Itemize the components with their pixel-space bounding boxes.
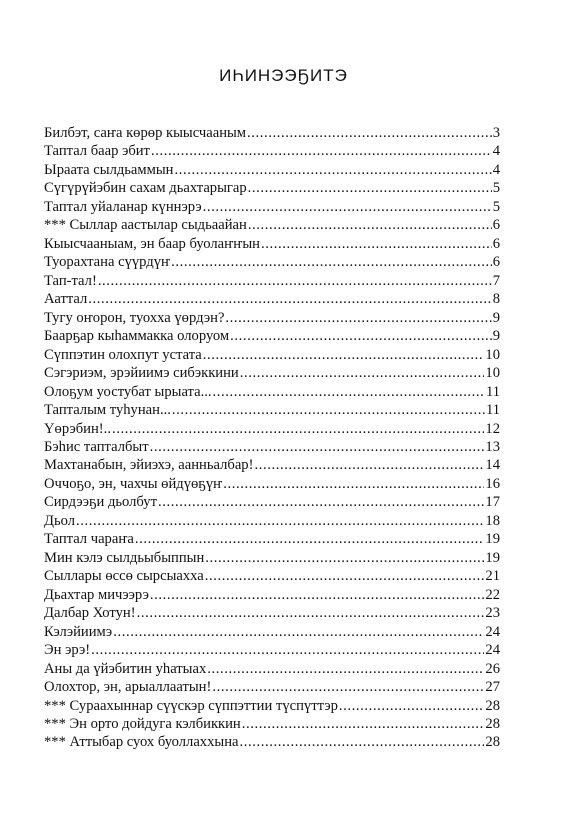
toc-entry <box>44 549 500 567</box>
toc-entry <box>44 142 500 160</box>
toc-entry-page: 9 <box>492 309 500 326</box>
toc-dot-leader <box>203 198 492 216</box>
toc-entry-page: 27 <box>485 679 500 696</box>
toc-entry <box>44 660 500 678</box>
toc-entry-page: 9 <box>492 328 500 345</box>
toc-entry-title: Таптал баар эбит <box>44 143 150 160</box>
toc-entry-title: Сэгэриэм, эрэйиимэ сибэккини <box>44 365 239 382</box>
toc-entry-title: Дьол <box>44 512 75 529</box>
toc-entry <box>44 420 500 438</box>
toc-entry-title: Олохтор, эн, арыаллаатын! <box>44 679 212 696</box>
toc-entry <box>44 179 500 197</box>
toc-entry <box>44 327 500 345</box>
toc-entry-title: Сыллары өссө сырсыахха <box>44 568 204 585</box>
toc-entry-page: 10 <box>485 346 500 363</box>
toc-entry <box>44 697 500 715</box>
toc-entry-title: Олоҕум уостубат ырыата... <box>44 383 212 400</box>
toc-entry-page: 5 <box>492 198 500 215</box>
toc-dot-leader <box>248 179 492 197</box>
toc-entry <box>44 198 500 216</box>
toc-entry-page: 3 <box>492 125 500 141</box>
toc-dot-leader <box>158 493 484 511</box>
toc-dot-leader <box>150 438 485 456</box>
toc-entry <box>44 161 500 179</box>
toc-entry-page: 16 <box>485 475 500 492</box>
toc-dot-leader <box>113 623 484 641</box>
toc-entry-page: 28 <box>485 716 500 732</box>
toc-dot-leader <box>171 253 492 271</box>
toc-dot-leader <box>151 142 492 160</box>
toc-entry-title: *** Сураахыннар сүүскэр сүппэттии түспүттэр <box>44 697 338 714</box>
toc-entry <box>44 530 500 548</box>
toc-entry-title: Сирдээҕи дьолбут <box>44 494 157 511</box>
toc-entry-page: 8 <box>492 291 500 308</box>
toc-entry <box>44 216 500 234</box>
toc-entry-page: 23 <box>485 605 500 622</box>
toc-entry-page: 6 <box>492 254 500 271</box>
toc-dot-leader <box>172 401 485 419</box>
toc-entry <box>44 586 500 604</box>
toc-entry <box>44 253 500 271</box>
toc-entry <box>44 567 500 585</box>
toc-entry-page: 7 <box>492 272 500 289</box>
toc-entry-page: 14 <box>485 457 500 474</box>
toc-entry <box>44 438 500 456</box>
toc-dot-leader <box>247 124 492 142</box>
toc-entry <box>44 604 500 622</box>
toc-entry-page: 10 <box>485 365 500 382</box>
toc-dot-leader <box>240 733 485 751</box>
toc-entry <box>44 678 500 696</box>
toc-entry-page: 5 <box>492 180 500 197</box>
toc-entry-title: Ыраата сылдьаммын <box>44 161 174 178</box>
toc-entry-page: 13 <box>485 438 500 455</box>
toc-entry <box>44 383 500 401</box>
toc-dot-leader <box>135 530 485 548</box>
toc-entry-page: 19 <box>485 531 500 548</box>
toc-dot-leader <box>150 586 485 604</box>
toc-dot-leader <box>98 272 492 290</box>
toc-dot-leader <box>112 420 484 438</box>
toc-entry-title: Баарҕар кыһаммакка олоруом <box>44 328 230 345</box>
toc-entry <box>44 512 500 530</box>
toc-entry <box>44 475 500 493</box>
toc-entry <box>44 733 500 751</box>
toc-dot-leader <box>88 290 491 308</box>
toc-entry-page: 18 <box>485 512 500 529</box>
toc-entry-title: *** Эн орто дойдуга кэлбиккин <box>44 716 241 732</box>
toc-entry-page: 22 <box>485 586 500 603</box>
toc-entry-page: 17 <box>485 494 500 511</box>
toc-dot-leader <box>212 678 484 696</box>
toc-entry-title: Билбэт, саҥа көрөр кыысчааным <box>44 125 247 141</box>
toc-entry <box>44 346 500 364</box>
table-of-contents <box>44 124 500 752</box>
toc-dot-leader <box>137 604 485 622</box>
toc-entry <box>44 235 500 253</box>
toc-entry-title: Таптал чараҥа <box>44 531 134 548</box>
toc-entry-page: 21 <box>485 568 500 585</box>
toc-entry <box>44 401 500 419</box>
toc-entry-page: 28 <box>485 734 500 751</box>
toc-entry <box>44 456 500 474</box>
toc-entry-page: 26 <box>485 660 500 677</box>
toc-entry <box>44 290 500 308</box>
toc-dot-leader <box>203 346 485 364</box>
toc-entry <box>44 715 500 733</box>
page-title: ИҺИНЭЭҔИТЭ <box>219 66 348 85</box>
toc-entry-title: *** Аттыбар суох буоллаххына <box>44 734 239 751</box>
toc-entry-title: Сүппэтин олохпут устата <box>44 346 202 363</box>
toc-dot-leader <box>205 549 484 567</box>
toc-dot-leader <box>91 641 484 659</box>
toc-entry-title: Тап-тал! <box>44 272 97 289</box>
toc-entry <box>44 641 500 659</box>
toc-entry-title: Тугу оҥорон, туохха үөрдэн? <box>44 309 225 326</box>
toc-dot-leader <box>223 475 484 493</box>
toc-entry-title: Ааттал <box>44 291 88 308</box>
toc-dot-leader <box>213 383 485 401</box>
toc-entry-title: Аны да үйэбитин уһатыах <box>44 660 207 677</box>
toc-entry <box>44 309 500 327</box>
toc-entry <box>44 623 500 641</box>
toc-dot-leader <box>230 327 492 345</box>
toc-entry-page: 11 <box>485 383 500 400</box>
toc-entry-title: Кыысчааныам, эн баар буолаҥҥын <box>44 235 260 252</box>
toc-entry-title: Туорахтана сүүрдүҥ <box>44 254 171 271</box>
toc-dot-leader <box>242 715 485 733</box>
toc-entry-page: 4 <box>492 143 500 160</box>
toc-entry <box>44 493 500 511</box>
toc-entry-title: Бэһис тапталбыт <box>44 438 149 455</box>
toc-dot-leader <box>261 235 492 253</box>
toc-entry-title: Дьахтар мичээрэ <box>44 586 149 603</box>
toc-entry-title: Мин кэлэ сылдьыбыппын <box>44 549 205 566</box>
toc-entry-title: Махтанабын, эйиэхэ, аанньалбар! <box>44 457 254 474</box>
toc-entry <box>44 364 500 382</box>
toc-entry-title: Оччоҕо, эн, чахчы өйдүөҕүҥ <box>44 475 223 492</box>
toc-entry-title: Кэлэйиимэ <box>44 623 113 640</box>
toc-entry-page: 24 <box>485 642 500 659</box>
toc-entry-page: 24 <box>485 623 500 640</box>
toc-entry-page: 6 <box>492 235 500 252</box>
toc-entry-page: 4 <box>492 161 500 178</box>
toc-entry-page: 28 <box>485 697 500 714</box>
toc-entry <box>44 272 500 290</box>
toc-entry-page: 6 <box>492 217 500 234</box>
toc-entry-title: Эн эрэ! <box>44 642 91 659</box>
toc-entry-title: Таптал уйаланар күннэрэ <box>44 198 202 215</box>
toc-entry-title: *** Сыллар аастылар сыдьаайан <box>44 217 247 234</box>
toc-dot-leader <box>339 697 485 715</box>
toc-dot-leader <box>225 309 491 327</box>
toc-dot-leader <box>175 161 492 179</box>
toc-entry-page: 11 <box>485 402 500 419</box>
toc-dot-leader <box>76 512 484 530</box>
toc-dot-leader <box>240 364 485 382</box>
toc-dot-leader <box>248 216 492 234</box>
toc-entry <box>44 124 500 142</box>
toc-entry-title: Тапталым туһунан... <box>44 402 171 419</box>
toc-entry-title: Сүгүрүйэбин сахам дьахтарыгар <box>44 180 247 197</box>
toc-dot-leader <box>254 456 484 474</box>
toc-dot-leader <box>207 660 484 678</box>
toc-entry-title: Үөрэбин!.. <box>44 420 111 437</box>
toc-entry-page: 12 <box>485 420 500 437</box>
toc-dot-leader <box>205 567 485 585</box>
toc-entry-page: 19 <box>485 549 500 566</box>
toc-entry-title: Далбар Хотун! <box>44 605 136 622</box>
